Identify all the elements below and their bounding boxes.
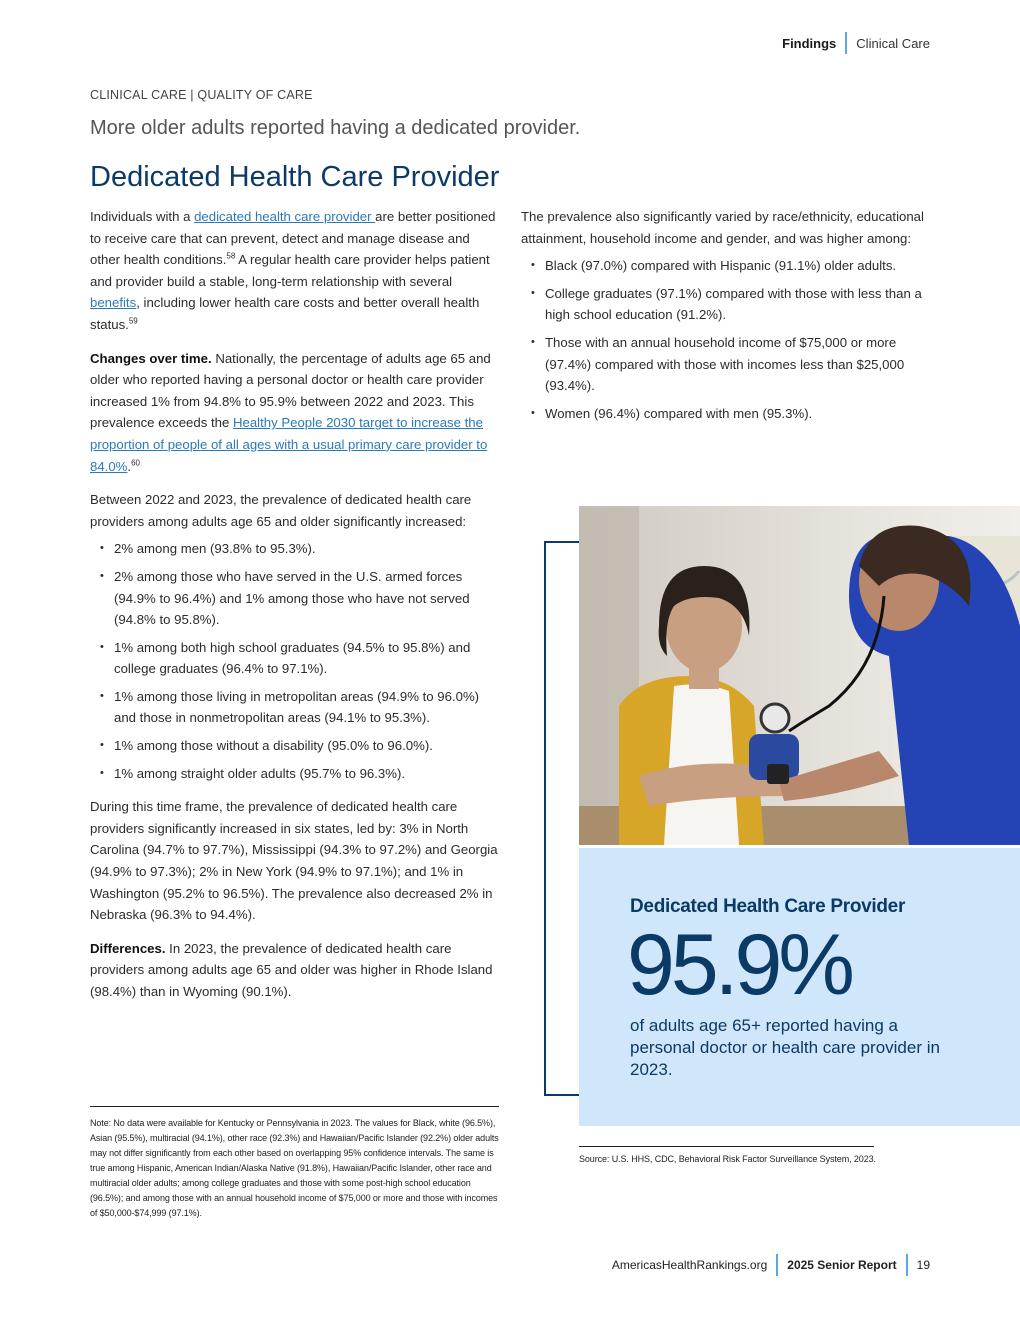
- dedicated-provider-link[interactable]: dedicated health care provider: [194, 209, 376, 224]
- healthy-people-link[interactable]: Healthy People 2030 target to increase the proportion of people of all ages with a usual primary care provider to 84.0%: [90, 415, 488, 474]
- list-item: • Those with an annual household income of $75,000 or more (97.4%) compared with those with incomes less than $25,000 (93.4%).: [521, 332, 931, 397]
- differences-paragraph: [90, 938, 502, 1003]
- footnote-note: Note: No data were available for Kentucky or Pennsylvania in 2023. The values for Black, white (96.5%), Asian (95.5%), multiracial (94.1%), other race (92.3%) and Hawaiian/Pacific Islander (92.2%) older adults may not differ significantly from each other based on overlapping 95% confidence intervals. The same is true among Hispanic, American Indian/Alaska Native (91.8%), Hawaiian/Pacific Islander, other race and multiracial older adults; among college graduates and those with some post-high school education (96.5%); and among those with an annual household income of $75,000 or more and those with incomes of $50,000-$74,999 (97.1%).: [90, 1118, 499, 1218]
- page-subhead: More older adults reported having a dedicated provider.: [90, 117, 581, 139]
- list-item: • 1% among straight older adults (95.7% to 96.3%).: [90, 763, 502, 785]
- changes-text: Nationally, the percentage of adults age 65 and older who reported having a personal doctor or health care provider increased 1% from 94.8% to 95.9% between 2022 and 2023. This prevalence exceeds the: [90, 350, 491, 431]
- header-subsection: Clinical Care: [856, 35, 930, 51]
- list-item: • Women (96.4%) compared with men (95.3%).: [521, 403, 931, 425]
- page-header: [782, 32, 930, 54]
- stat-callout: [579, 848, 1020, 1126]
- list-item: • 1% among both high school graduates (94.5% to 95.8%) and college graduates (96.4% to 97.1%).: [90, 637, 502, 680]
- list-item: • 1% among those living in metropolitan areas (94.9% to 96.0%) and those in nonmetropolitan areas (94.1% to 95.3%).: [90, 686, 502, 729]
- intro-text-3: A regular health care provider helps patient and provider build a stable, long-term relationship with several: [90, 252, 490, 289]
- changes-lead: Changes over time.: [90, 350, 212, 366]
- footnote-ref-59: 59: [128, 316, 138, 326]
- benefits-link[interactable]: benefits: [90, 295, 137, 311]
- source-divider: [579, 1146, 874, 1147]
- left-column: [90, 206, 502, 1015]
- stat-label: Dedicated Health Care Provider: [630, 896, 906, 917]
- footnote-ref-60: 60: [131, 458, 140, 468]
- footer-site: AmericasHealthRankings.org: [611, 1258, 768, 1272]
- list-item: • 2% among those who have served in the U.S. armed forces (94.9% to 96.4%) and 1% among those who have not served (94.8% to 95.8%).: [90, 566, 502, 631]
- footer-report: 2025 Senior Report: [787, 1258, 897, 1272]
- source-note: Source: U.S. HHS, CDC, Behavioral Risk Factor Surveillance System, 2023.: [579, 1154, 876, 1164]
- variation-list: [521, 255, 931, 424]
- footer-divider: [906, 1254, 908, 1276]
- header-divider: [845, 32, 847, 54]
- stat-value: 95.9%: [627, 917, 851, 1013]
- list-item: • College graduates (97.1%) compared with those with less than a high school education (91.2%).: [521, 283, 931, 326]
- list-item: • 2% among men (93.8% to 95.3%).: [90, 538, 502, 560]
- stat-description: of adults age 65+ reported having a personal doctor or health care provider in 2023.: [630, 1016, 940, 1079]
- photo-illustration: [579, 506, 1020, 845]
- header-section: Findings: [782, 35, 837, 51]
- section-kicker: CLINICAL CARE | QUALITY OF CARE: [90, 88, 313, 102]
- changes-period: .: [127, 458, 132, 474]
- increase-intro: Between 2022 and 2023, the prevalence of dedicated health care providers among adults age 65 and older significantly increased:: [90, 492, 472, 529]
- footnote-divider: [90, 1106, 499, 1107]
- list-item: • 1% among those without a disability (95.0% to 96.0%).: [90, 735, 502, 757]
- increase-list: [90, 538, 502, 784]
- page-footer: [612, 1254, 930, 1276]
- changes-paragraph: [90, 348, 502, 478]
- footnote-ref-58: 58: [226, 251, 236, 261]
- intro-paragraph: [90, 206, 502, 336]
- variation-paragraph: The prevalence also significantly varied by race/ethnicity, educational attainment, household income and gender, and was higher among:: [521, 209, 924, 246]
- intro-text-1: Individuals with a: [90, 209, 195, 224]
- page-number: 19: [916, 1258, 930, 1272]
- page-title: Dedicated Health Care Provider: [90, 161, 500, 193]
- differences-lead: Differences.: [90, 940, 166, 956]
- intro-text-2: are better positioned to receive care that can prevent, detect and manage disease and other health conditions.: [90, 209, 496, 268]
- list-item: • Black (97.0%) compared with Hispanic (91.1%) older adults.: [521, 255, 931, 277]
- intro-text-4: , including lower health care costs and better overall health status.: [90, 295, 480, 332]
- right-column: [521, 206, 931, 436]
- differences-text: In 2023, the prevalence of dedicated health care providers among adults age 65 and older was higher in Rhode Island (98.4%) than in Wyoming (90.1%).: [90, 940, 493, 999]
- photo-nurse-blood-pressure: [579, 506, 1020, 845]
- states-paragraph: During this time frame, the prevalence of dedicated health care providers significantly increased in six states, led by: 3% in North Carolina (94.7% to 97.7%), Mississippi (94.3% to 97.2%) and Georgia (94.9% to 97.3%); 2% in New York (94.9% to 97.1%); and 1% in Washington (95.2% to 96.5%). The prevalence also decreased 2% in Nebraska (96.3% to 94.4%).: [90, 799, 498, 923]
- footer-divider: [776, 1254, 778, 1276]
